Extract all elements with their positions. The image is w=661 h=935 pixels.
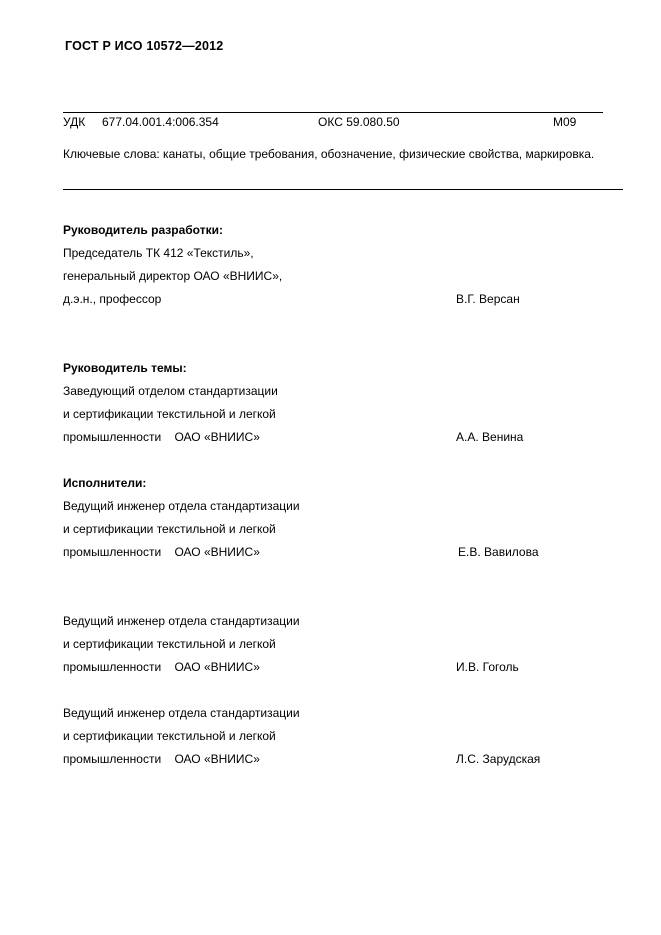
section-line: Ведущий инженер отдела стандартизации xyxy=(63,706,300,720)
classification-code: М09 xyxy=(553,115,577,129)
section-line: промышленности ОАО «ВНИИС» xyxy=(63,752,260,766)
person-name: А.А. Венина xyxy=(456,430,524,444)
top-rule xyxy=(63,112,603,113)
section-line: Председатель ТК 412 «Текстиль», xyxy=(63,246,254,260)
section-line: и сертификации текстильной и легкой xyxy=(63,407,276,421)
person-name: Л.С. Зарудская xyxy=(456,752,541,766)
section-heading-topic-lead: Руководитель темы: xyxy=(63,361,187,375)
section-line: д.э.н., профессор xyxy=(63,292,162,306)
section-line: и сертификации текстильной и легкой xyxy=(63,729,276,743)
section-line: промышленности ОАО «ВНИИС» xyxy=(63,545,260,559)
section-line: Заведующий отделом стандартизации xyxy=(63,384,278,398)
keywords-text: Ключевые слова: канаты, общие требования, обозначение, физические свойства, маркировка. xyxy=(63,147,595,161)
bottom-rule xyxy=(63,189,623,190)
udk-value: 677.04.001.4:006.354 xyxy=(102,115,219,129)
udk-label: УДК xyxy=(63,115,86,129)
section-line: Ведущий инженер отдела стандартизации xyxy=(63,614,300,628)
section-heading-performers: Исполнители: xyxy=(63,476,147,490)
section-line: промышленности ОАО «ВНИИС» xyxy=(63,660,260,674)
person-name: И.В. Гоголь xyxy=(456,660,519,674)
section-line: промышленности ОАО «ВНИИС» xyxy=(63,430,260,444)
person-name: Е.В. Вавилова xyxy=(458,545,539,559)
person-name: В.Г. Версан xyxy=(456,292,520,306)
section-line: и сертификации текстильной и легкой xyxy=(63,637,276,651)
oks-code: ОКС 59.080.50 xyxy=(318,115,400,129)
section-heading-developer: Руководитель разработки: xyxy=(63,223,223,237)
document-title: ГОСТ Р ИСО 10572—2012 xyxy=(65,39,224,53)
section-line: Ведущий инженер отдела стандартизации xyxy=(63,499,300,513)
section-line: и сертификации текстильной и легкой xyxy=(63,522,276,536)
section-line: генеральный директор ОАО «ВНИИС», xyxy=(63,269,283,283)
